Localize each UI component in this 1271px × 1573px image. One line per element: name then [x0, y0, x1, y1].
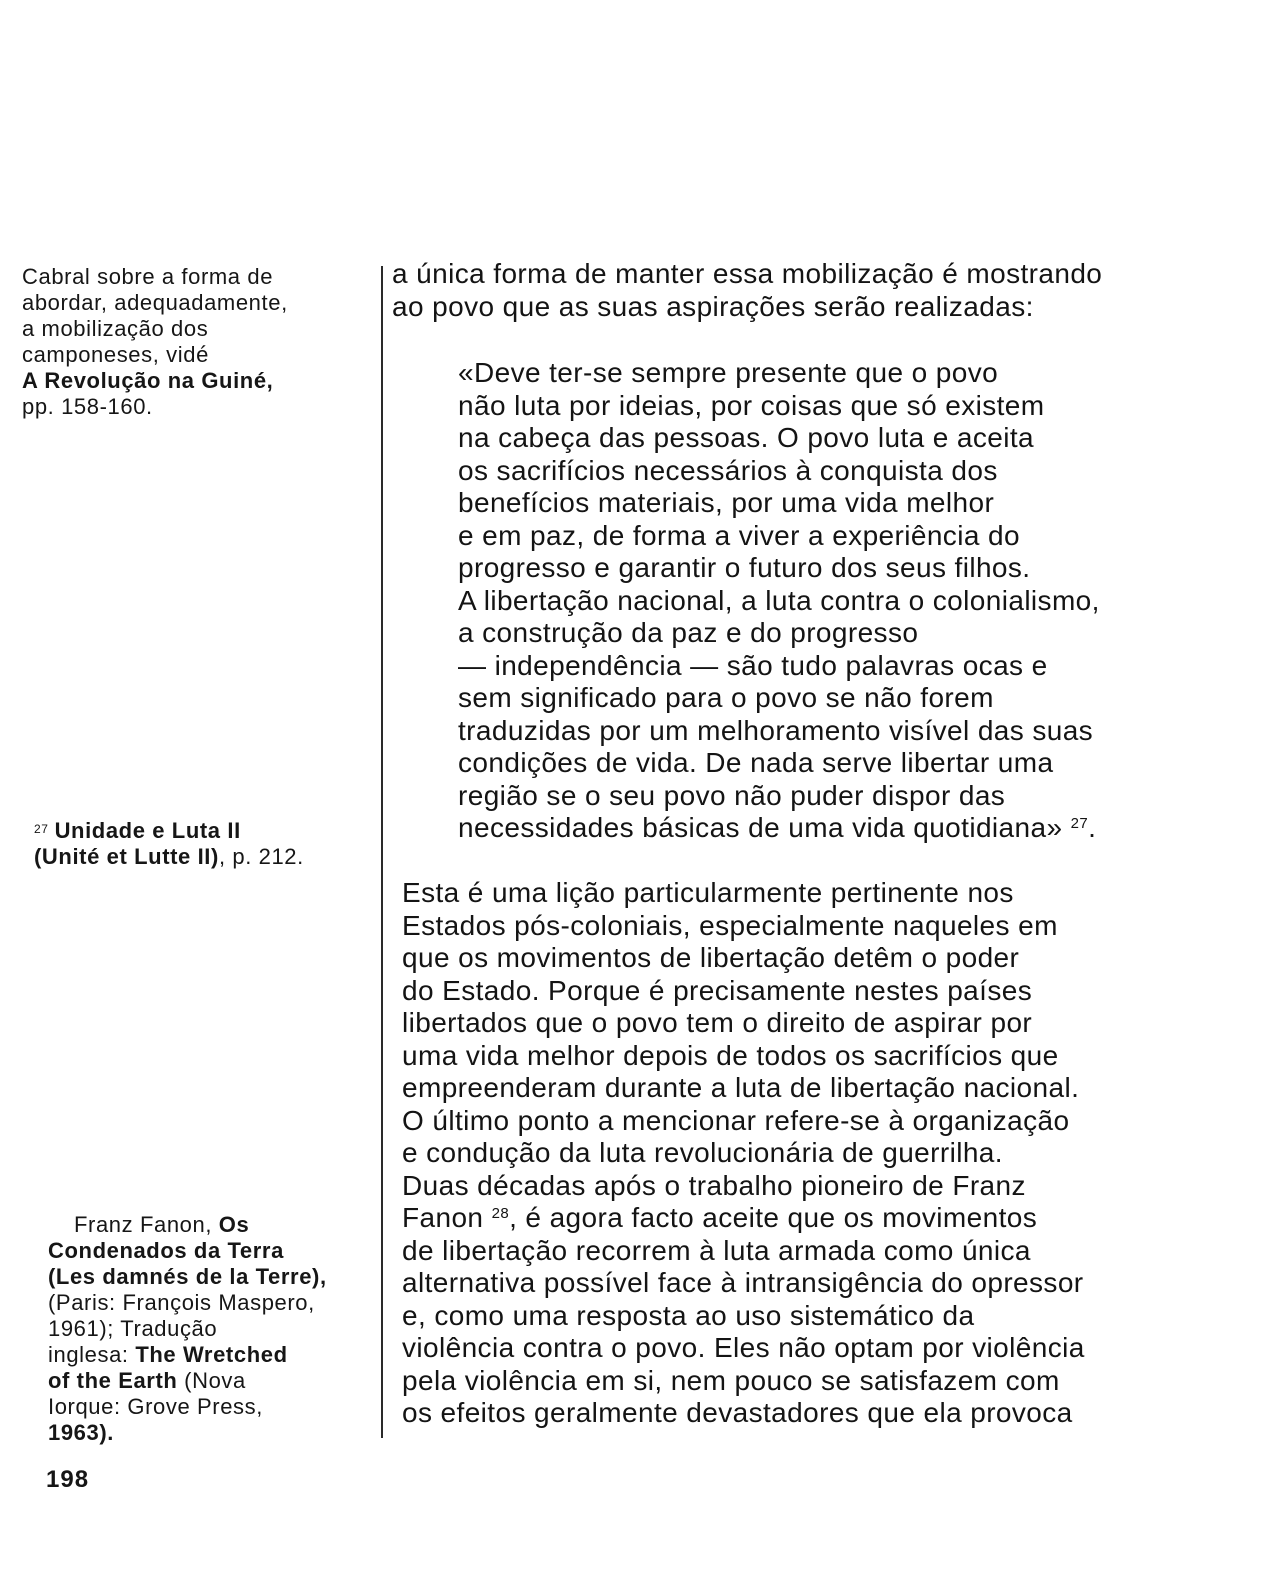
sidenote-cabral [22, 264, 288, 420]
text-line: Duas décadas após o trabalho pioneiro de Franz [402, 1169, 1026, 1201]
quote-line: benefícios materiais, por uma vida melhor [458, 487, 995, 518]
footnote-title: Condenados da Terra [48, 1238, 284, 1263]
text-line: Estados pós-coloniais, especialmente naqueles em [402, 909, 1058, 941]
footnote-ref-27: 27 [1070, 815, 1089, 832]
text-line: violência contra o povo. Eles não optam por violência [402, 1332, 1085, 1363]
quote-line: a construção da paz e do progresso [458, 617, 919, 648]
text-line: do Estado. Porque é precisamente nestes países [402, 974, 1033, 1006]
footnote-28 [48, 1212, 327, 1446]
quote-line: — independência — são tudo palavras ocas e [458, 649, 1048, 681]
footnote-title: (Unité et Lutte II) [34, 844, 219, 869]
text-line: a única forma de manter essa mobilização é mostrando [392, 258, 1103, 289]
text-line: Esta é uma lição particularmente pertinente nos [402, 877, 1014, 908]
text-line: uma vida melhor depois de todos os sacrifícios que [402, 1039, 1059, 1071]
sidenote-line: camponeses, vidé [22, 342, 209, 367]
quote-line: sem significado para o povo se não forem [458, 682, 994, 713]
footnote-author: Franz Fanon, [74, 1212, 219, 1237]
footnote-title: Os [218, 1212, 250, 1237]
quote-line: na cabeça das pessoas. O povo luta e aceita [458, 422, 1035, 453]
text-line: ao povo que as suas aspirações serão realizadas: [392, 290, 1034, 322]
page-number: 198 [46, 1466, 90, 1493]
sidenote-line: a mobilização dos [22, 316, 209, 341]
quote-line: traduzidas por um melhoramento visível das suas [458, 714, 1094, 746]
footnote-title: Unidade e Luta II [54, 818, 241, 843]
block-quote [458, 357, 1100, 845]
footnote-ref-28: 28 [491, 1205, 510, 1222]
quote-line: não luta por ideias, por coisas que só existem [458, 389, 1045, 421]
footnote-page-ref: , p. 212. [218, 844, 304, 869]
text-line: libertados que o povo tem o direito de aspirar por [402, 1007, 1033, 1038]
footnote-line: inglesa: [48, 1342, 136, 1367]
sidenote-pages: pp. 158-160. [22, 394, 153, 419]
text-line: , é agora facto aceite que os movimentos [509, 1202, 1038, 1233]
text-line: que os movimentos de libertação detêm o poder [402, 942, 1020, 973]
footnote-number: 27 [34, 822, 49, 836]
footnote-title: (Les damnés de la Terre), [48, 1264, 327, 1289]
quote-line: A libertação nacional, a luta contra o colonialismo, [458, 584, 1100, 616]
quote-line: progresso e garantir o futuro dos seus filhos. [458, 552, 1031, 583]
text-line: alternativa possível face à intransigência do opressor [402, 1267, 1084, 1298]
text-line: Fanon [402, 1202, 492, 1233]
footnote-title: The Wretched [135, 1342, 288, 1367]
text-line: pela violência em si, nem pouco se satisfazem com [402, 1364, 1060, 1396]
quote-line: região se o seu povo não puder dispor das [458, 779, 1006, 811]
quote-end-punct: . [1088, 812, 1097, 843]
footnote-title: of the Earth [48, 1368, 178, 1393]
text-line: empreenderam durante a luta de libertação nacional. [402, 1072, 1080, 1103]
text-line: de libertação recorrem à luta armada como única [402, 1234, 1031, 1266]
footnote-line: (Paris: François Maspero, [48, 1290, 315, 1315]
footnote-line: Iorque: Grove Press, [48, 1394, 263, 1419]
quote-line: «Deve ter-se sempre presente que o povo [458, 357, 999, 388]
body-paragraph [402, 877, 1085, 1430]
quote-line: e em paz, de forma a viver a experiência do [458, 519, 1020, 551]
text-line: e condução da luta revolucionária de guerrilha. [402, 1137, 1003, 1168]
sidenote-line: Cabral sobre a forma de [22, 264, 274, 289]
quote-line: necessidades básicas de uma vida quotidiana» [458, 812, 1063, 843]
sidenote-line: abordar, adequadamente, [22, 290, 288, 315]
quote-line: condições de vida. De nada serve libertar uma [458, 747, 1054, 778]
text-line: os efeitos geralmente devastadores que ela provoca [402, 1397, 1073, 1428]
main-intro-paragraph [392, 258, 1102, 323]
text-line: O último ponto a mencionar refere-se à organização [402, 1104, 1070, 1136]
sidenote-book-title: A Revolução na Guiné, [22, 368, 274, 393]
quote-line: os sacrifícios necessários à conquista dos [458, 454, 998, 486]
footnote-year: 1963). [48, 1420, 114, 1445]
footnote-line: 1961); Tradução [48, 1316, 218, 1341]
footnote-line: (Nova [177, 1368, 246, 1393]
text-line: e, como uma resposta ao uso sistemático da [402, 1299, 975, 1331]
column-divider-rule [381, 266, 383, 1438]
footnote-27 [34, 818, 304, 870]
